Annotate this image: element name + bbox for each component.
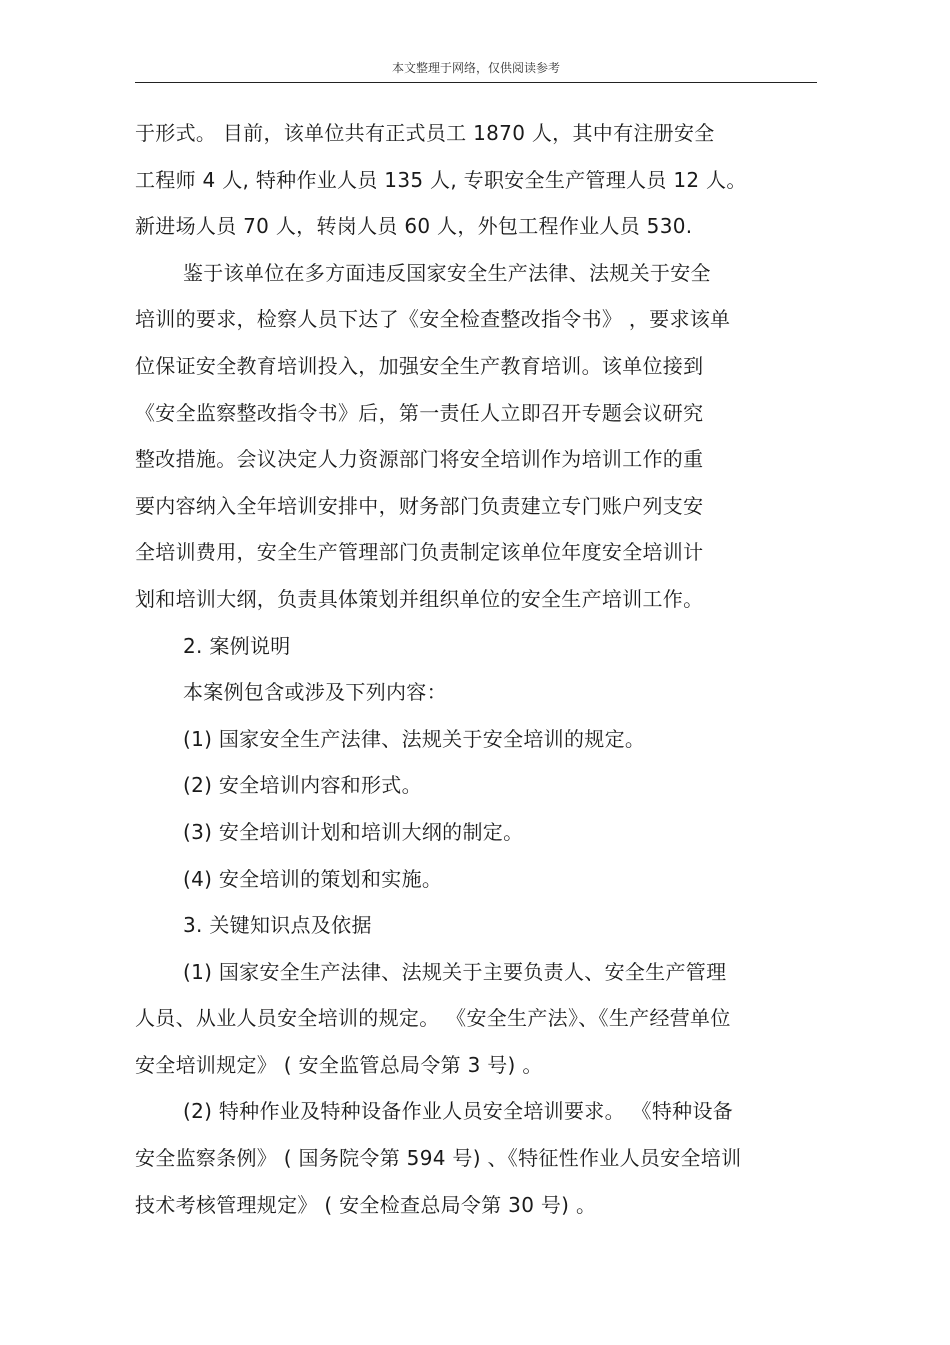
text-line: 本案例包含或涉及下列内容：	[183, 680, 447, 705]
page-header	[135, 58, 817, 83]
header-text: 本文整理于网络，仅供阅读参考	[391, 61, 560, 75]
text-line: 整改措施。会议决定人力资源部门将安全培训作为培训工作的重	[135, 447, 704, 472]
list-item: (1) 国家安全生产法律、法规关于安全培训的规定。	[183, 726, 646, 751]
list-item: (3) 安全培训计划和培训大纲的制定。	[183, 819, 524, 844]
text-line: 新进场人员 70 人，转岗人员 60 人，外包工程作业人员 530.	[135, 214, 693, 239]
text-line: 要内容纳入全年培训安排中，财务部门负责建立专门账户列支安	[135, 493, 704, 518]
text-line: 位保证安全教育培训投入，加强安全生产教育培训。该单位接到	[135, 353, 704, 378]
text-line: 鉴于该单位在多方面违反国家安全生产法律、法规关于安全	[183, 260, 711, 285]
text-line: 《安全监察整改指令书》后，第一责任人立即召开专题会议研究	[135, 400, 704, 425]
text-line: 工程师 4 人, 特种作业人员 135 人, 专职安全生产管理人员 12 人。	[135, 167, 747, 192]
text-line: 划和培训大纲，负责具体策划并组织单位的安全生产培训工作。	[135, 586, 704, 611]
list-item: (4) 安全培训的策划和实施。	[183, 866, 443, 891]
list-item: (1) 国家安全生产法律、法规关于主要负责人、安全生产管理	[183, 959, 727, 984]
list-item: (2) 安全培训内容和形式。	[183, 773, 422, 798]
text-line: 技术考核管理规定》 ( 安全检查总局令第 30 号) 。	[135, 1192, 597, 1217]
text-line: 安全培训规定》 ( 安全监管总局令第 3 号) 。	[135, 1052, 543, 1077]
section-heading: 3. 关键知识点及依据	[183, 913, 372, 938]
text-line: 全培训费用，安全生产管理部门负责制定该单位年度安全培训计	[135, 540, 704, 565]
section-heading: 2. 案例说明	[183, 633, 291, 658]
text-line: 于形式。 目前，该单位共有正式员工 1870 人，其中有注册安全	[135, 121, 715, 145]
text-line: 安全监察条例》 ( 国务院令第 594 号) 、《特征性作业人员安全培训	[135, 1146, 742, 1171]
document-body	[135, 110, 825, 1228]
text-line: 培训的要求，检察人员下达了《安全检查整改指令书》 ，要求该单	[135, 307, 731, 332]
list-item: (2) 特种作业及特种设备作业人员安全培训要求。 《特种设备	[183, 1099, 734, 1124]
text-line: 人员、从业人员安全培训的规定。 《安全生产法》、《生产经营单位	[135, 1006, 731, 1031]
